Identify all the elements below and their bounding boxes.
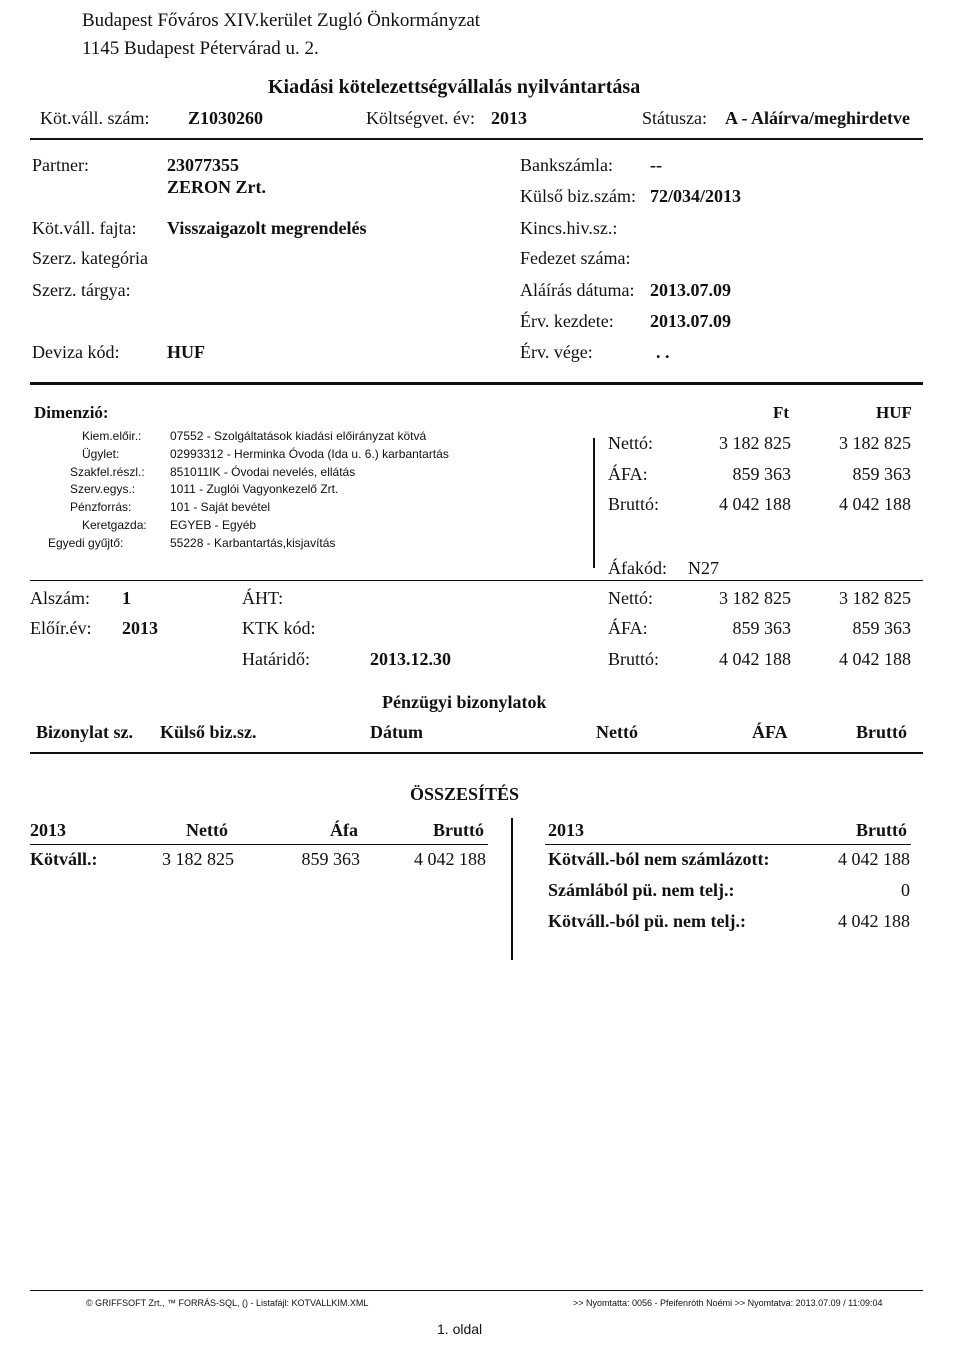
brutto-col-header: Bruttó: [856, 722, 907, 742]
right-header-brutto: Bruttó: [856, 820, 907, 840]
alszam-amount-huf: 3 182 825: [839, 588, 911, 608]
dimenzio-row-label: Pénzforrás:: [70, 500, 132, 515]
osszesites-separator: [511, 818, 513, 960]
dimenzio-row-value: 02993312 - Herminka Óvoda (Ida u. 6.) karbantartás: [170, 446, 449, 461]
summary-row-label: Számlából pü. nem telj.:: [548, 880, 735, 900]
osszesites-title: ÖSSZESÍTÉS: [410, 784, 520, 804]
amount-huf: 4 042 188: [839, 494, 911, 514]
footer-printed: >> Nyomtatta: 0056 - Pfeifenróth Noémi >> Nyomtatva: 2013.07.09 / 11:09:04: [573, 1298, 883, 1308]
col-ft-header: Ft: [773, 403, 790, 422]
amount-label: Nettó:: [608, 433, 653, 453]
fedezet-label: Fedezet száma:: [520, 248, 631, 268]
kulso-biz-value: 72/034/2013: [650, 186, 742, 206]
col-huf-header: HUF: [876, 403, 912, 422]
netto-col-header: Nettó: [596, 722, 638, 742]
dimenzio-separator: [593, 438, 595, 568]
kulso-biz-label: Külső biz.szám:: [520, 186, 636, 206]
alszam-amount-label: Nettó:: [608, 588, 653, 608]
alszam-value: 1: [122, 588, 131, 608]
alszam-label: Alszám:: [30, 588, 90, 608]
alszam-amount-huf: 4 042 188: [839, 649, 911, 669]
kotvall-row-label: Kötváll.:: [30, 849, 98, 869]
statusz-label: Státusza:: [642, 108, 707, 128]
alszam-amount-ft: 859 363: [732, 618, 791, 638]
dimenzio-label: Dimenzió:: [34, 403, 109, 422]
afa-col-header: ÁFA: [752, 722, 788, 742]
kulso-biz-col-header: Külső biz.sz.: [160, 722, 257, 742]
targya-label: Szerz. tárgya:: [32, 280, 131, 300]
org-address: 1145 Budapest Pétervárad u. 2.: [82, 38, 319, 59]
kategoria-label: Szerz. kategória: [32, 248, 148, 268]
footer-software: © GRIFFSOFT Zrt., ™ FORRÁS-SQL, () - Listafájl: KOTVALLKIM.XML: [86, 1298, 369, 1308]
bankszamla-value: --: [650, 155, 662, 175]
alairas-value: 2013.07.09: [650, 280, 731, 300]
erv-kezdete-label: Érv. kezdete:: [520, 311, 614, 331]
amount-ft: 859 363: [732, 464, 791, 484]
dimenzio-row-value: 101 - Saját bevétel: [170, 500, 271, 515]
eloir-label: Előír.év:: [30, 618, 92, 638]
partner-label: Partner:: [32, 155, 89, 175]
org-name: Budapest Főváros XIV.kerület Zugló Önkormányzat: [82, 10, 481, 31]
summary-row-label: Kötváll.-ból pü. nem telj.:: [548, 911, 746, 931]
aht-label: ÁHT:: [242, 588, 284, 608]
summary-row-value: 0: [901, 880, 910, 900]
kincs-label: Kincs.hiv.sz.:: [520, 218, 618, 238]
eloir-value: 2013: [122, 618, 158, 638]
divider-bizonylatok: [30, 752, 923, 754]
erv-vege-value: . .: [656, 342, 670, 362]
amount-ft: 3 182 825: [719, 433, 791, 453]
partner-id: 23077355: [167, 155, 239, 175]
dimenzio-row-value: 07552 - Szolgáltatások kiadási előirányzat kötvá: [170, 429, 427, 443]
left-header-netto: Nettó: [186, 820, 228, 840]
hatarido-label: Határidő:: [242, 649, 310, 669]
koltsegvet-value: 2013: [491, 108, 527, 128]
kotvall-szam-label: Köt.váll. szám:: [40, 108, 150, 128]
ktk-label: KTK kód:: [242, 618, 316, 638]
alszam-amount-ft: 3 182 825: [719, 588, 791, 608]
dimenzio-row-label: Keretgazda:: [82, 518, 147, 532]
document-title: Kiadási kötelezettségvállalás nyilvántartása: [268, 76, 641, 98]
dimenzio-row-value: EGYEB - Egyéb: [170, 518, 257, 532]
amount-huf: 3 182 825: [839, 433, 911, 453]
bankszamla-label: Bankszámla:: [520, 155, 613, 175]
hatarido-value: 2013.12.30: [370, 649, 451, 669]
kotvall-afa: 859 363: [301, 849, 360, 869]
erv-kezdete-value: 2013.07.09: [650, 311, 731, 331]
dimenzio-row-value: 851011IK - Óvodai nevelés, ellátás: [170, 464, 356, 479]
statusz-value: A - Aláírva/meghirdetve: [725, 108, 910, 128]
koltsegvet-label: Költségvet. év:: [366, 108, 475, 128]
left-header-afa: Áfa: [330, 820, 358, 840]
bizonylat-col-header: Bizonylat sz.: [36, 722, 133, 742]
alszam-amount-huf: 859 363: [852, 618, 911, 638]
datum-col-header: Dátum: [370, 722, 423, 742]
summary-row-label: Kötváll.-ból nem számlázott:: [548, 849, 770, 869]
dimenzio-row-value: 55228 - Karbantartás,kisjavítás: [170, 535, 336, 550]
fajta-label: Köt.váll. fajta:: [32, 218, 137, 238]
dimenzio-row-value: 1011 - Zuglói Vagyonkezelő Zrt.: [170, 482, 339, 497]
dimenzio-row-label: Ügylet:: [82, 446, 120, 461]
kotvall-netto: 3 182 825: [162, 849, 234, 869]
right-header-divider: [545, 844, 911, 845]
left-header-brutto: Bruttó: [433, 820, 484, 840]
amount-ft: 4 042 188: [719, 494, 791, 514]
partner-name: ZERON Zrt.: [167, 177, 266, 197]
alairas-label: Aláírás dátuma:: [520, 280, 635, 300]
summary-row-value: 4 042 188: [838, 911, 910, 931]
dimenzio-row-label: Szakfel.részl.:: [70, 464, 145, 479]
divider-dimenzio: [30, 382, 923, 385]
summary-row-value: 4 042 188: [838, 849, 910, 869]
alszam-amount-label: ÁFA:: [608, 618, 648, 638]
left-header-divider: [30, 844, 488, 845]
fajta-value: Visszaigazolt megrendelés: [167, 218, 367, 238]
alszam-amount-label: Bruttó:: [608, 649, 660, 669]
amount-huf: 859 363: [852, 464, 911, 484]
divider-top: [30, 138, 923, 140]
kotvall-brutto: 4 042 188: [414, 849, 486, 869]
erv-vege-label: Érv. vége:: [520, 342, 593, 362]
divider-alszam: [30, 580, 923, 581]
dimenzio-row-label: Szerv.egys.:: [70, 482, 136, 497]
amount-label: Bruttó:: [608, 494, 660, 514]
kotvall-szam-value: Z1030260: [188, 108, 264, 128]
right-header-year: 2013: [548, 820, 584, 840]
afakod-value: N27: [688, 558, 719, 578]
deviza-label: Deviza kód:: [32, 342, 120, 362]
page-number: 1. oldal: [437, 1321, 483, 1337]
deviza-value: HUF: [167, 342, 205, 362]
afakod-label: Áfakód:: [608, 558, 667, 578]
footer-divider: [30, 1290, 923, 1291]
dimenzio-row-label: Kiem.előir.:: [82, 429, 142, 443]
dimenzio-row-label: Egyedi gyűjtő:: [48, 535, 124, 550]
amount-label: ÁFA:: [608, 464, 648, 484]
alszam-amount-ft: 4 042 188: [719, 649, 791, 669]
bizonylatok-title: Pénzügyi bizonylatok: [382, 692, 547, 712]
left-header-year: 2013: [30, 820, 66, 840]
